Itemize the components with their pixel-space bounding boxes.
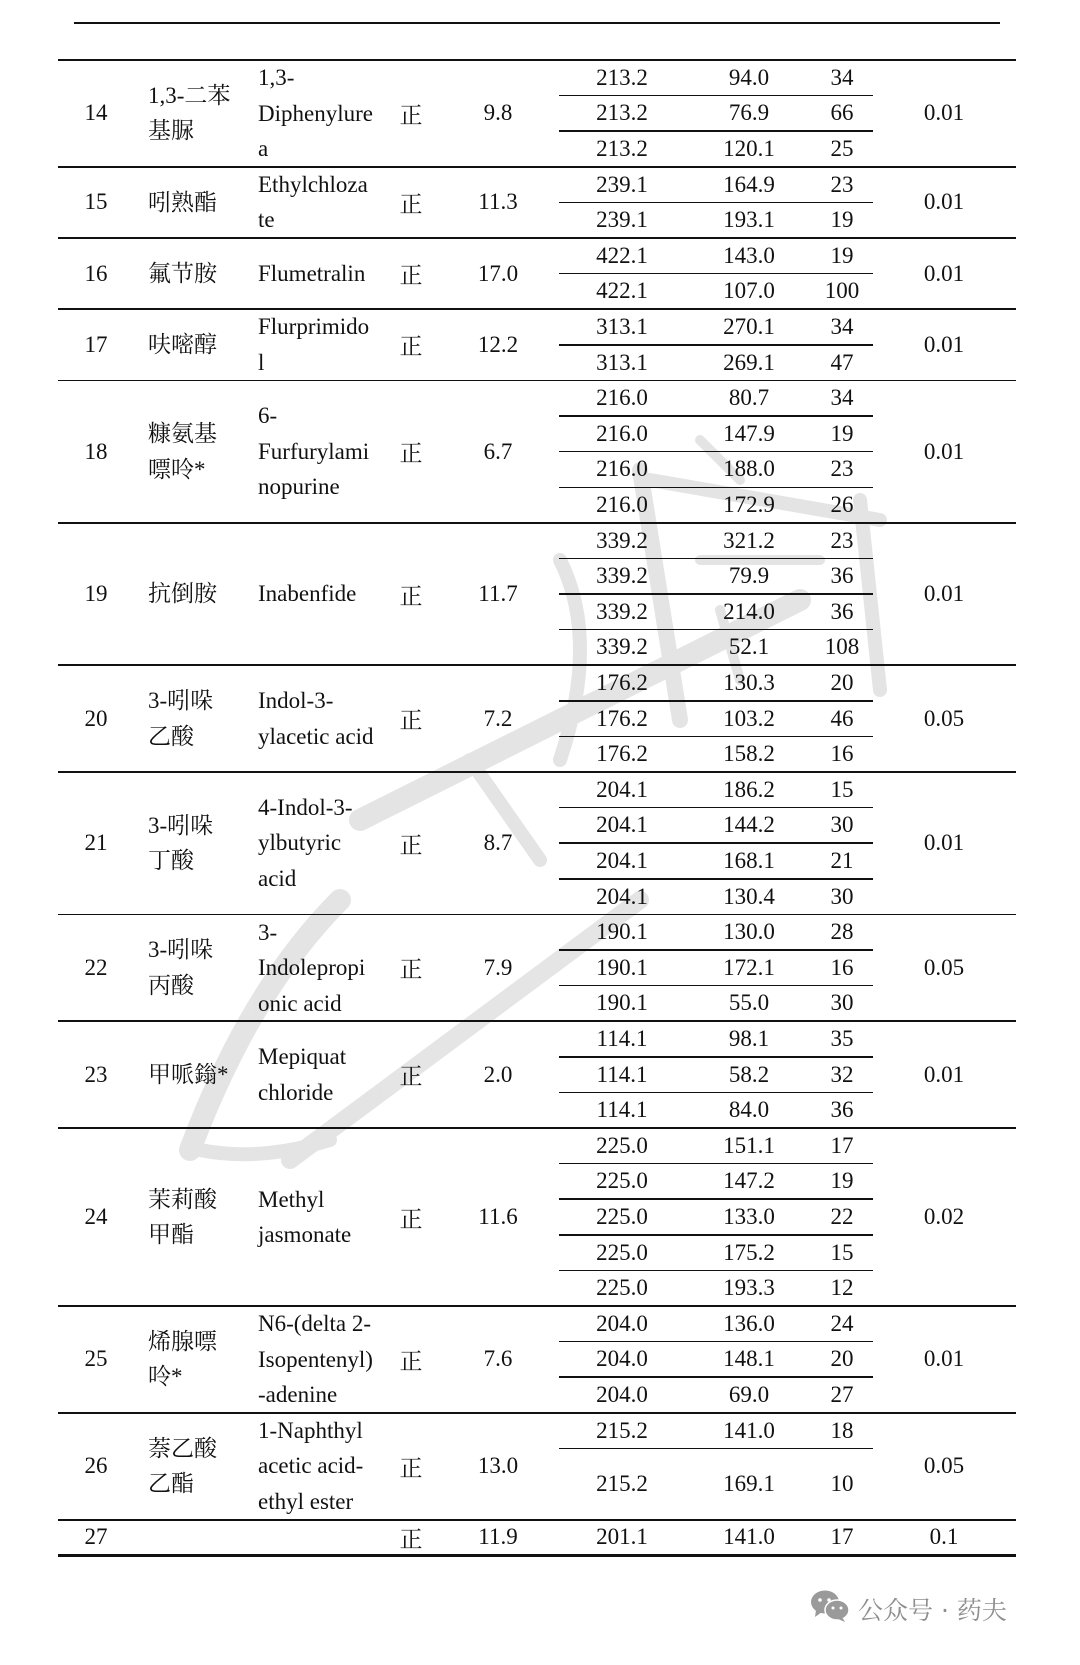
- collision-energy: 20: [830, 670, 854, 696]
- precursor-ion: 215.2: [596, 1417, 648, 1443]
- product-ion: 193.1: [723, 207, 775, 233]
- collision-energy: 23: [830, 456, 854, 482]
- precursor-ion: 313.1: [596, 314, 648, 340]
- english-name-line: acid: [258, 866, 297, 892]
- product-ion: 98.1: [728, 1026, 770, 1052]
- english-name-line: 1,3-: [258, 65, 295, 91]
- loq: 0.05: [923, 954, 965, 980]
- retention-time: 7.2: [483, 705, 513, 731]
- english-name-line: N6-(delta 2-: [258, 1311, 372, 1337]
- product-ion: 214.0: [723, 598, 775, 624]
- english-name-line: Indolepropi: [258, 955, 366, 981]
- english-name-line: acetic acid-: [258, 1453, 364, 1479]
- chinese-name-line: 呋嘧醇: [148, 332, 217, 358]
- row-number: 17: [84, 331, 108, 357]
- retention-time: 7.6: [483, 1346, 513, 1372]
- english-name-line: jasmonate: [258, 1222, 352, 1248]
- precursor-ion: 422.1: [596, 278, 648, 304]
- precursor-ion: 313.1: [596, 349, 648, 375]
- chinese-name-line: 抗倒胺: [148, 581, 217, 607]
- chinese-name-line: 3-吲哚: [148, 812, 214, 838]
- english-name-line: Diphenylure: [258, 100, 373, 126]
- table-row: [0, 1021, 1080, 1128]
- product-ion: 321.2: [723, 527, 775, 553]
- product-ion: 193.3: [723, 1275, 775, 1301]
- chinese-name-line: 甲哌鎓*: [148, 1061, 229, 1087]
- chinese-name-line: 茉莉酸: [148, 1186, 217, 1212]
- row-number: 27: [84, 1524, 108, 1550]
- row-number: 15: [84, 189, 108, 215]
- product-ion: 52.1: [728, 634, 770, 660]
- english-name-line: Isopentenyl): [258, 1346, 373, 1372]
- precursor-ion: 239.1: [596, 171, 648, 197]
- precursor-ion: 201.1: [596, 1524, 648, 1550]
- product-ion: 69.0: [728, 1382, 770, 1408]
- wechat-icon: [810, 1589, 850, 1629]
- chinese-name-line: 萘乙酸: [148, 1435, 217, 1461]
- product-ion: 141.0: [723, 1417, 775, 1443]
- product-ion: 158.2: [723, 741, 775, 767]
- product-ion: 103.2: [723, 705, 775, 731]
- english-name-line: Mepiquat: [258, 1044, 347, 1070]
- retention-time: 6.7: [483, 438, 513, 464]
- precursor-ion: 176.2: [596, 741, 648, 767]
- product-ion: 144.2: [723, 812, 775, 838]
- product-ion: 172.1: [723, 954, 775, 980]
- loq: 0.01: [923, 581, 965, 607]
- product-ion: 130.4: [723, 883, 775, 909]
- product-ion: 84.0: [728, 1097, 770, 1123]
- page-top-rule: [74, 22, 1000, 24]
- collision-energy: 27: [830, 1382, 854, 1408]
- english-name-line: te: [258, 207, 275, 233]
- precursor-ion: 204.0: [596, 1382, 648, 1408]
- collision-energy: 28: [830, 919, 854, 945]
- english-name-line: 3-: [258, 919, 278, 945]
- chinese-name-line: 吲熟酯: [148, 189, 217, 215]
- collision-energy: 17: [830, 1132, 854, 1158]
- ionization-mode: 正: [399, 1455, 423, 1481]
- ionization-mode: 正: [399, 1526, 423, 1552]
- collision-energy: 100: [824, 278, 860, 304]
- collision-energy: 15: [830, 1239, 854, 1265]
- chinese-name-line: 乙酯: [148, 1471, 194, 1497]
- english-name-line: Furfurylami: [258, 438, 370, 464]
- ionization-mode: 正: [399, 1348, 423, 1374]
- ionization-mode: 正: [399, 102, 423, 128]
- table-bottom-border: [58, 1554, 1016, 1557]
- product-ion: 55.0: [728, 990, 770, 1016]
- loq: 0.01: [923, 100, 965, 126]
- product-ion: 141.0: [723, 1524, 775, 1550]
- precursor-ion: 225.0: [596, 1239, 648, 1265]
- retention-time: 9.8: [483, 100, 513, 126]
- ionization-mode: 正: [399, 1064, 423, 1090]
- collision-energy: 35: [830, 1026, 854, 1052]
- english-name-line: ylacetic acid: [258, 723, 374, 749]
- ionization-mode: 正: [399, 191, 423, 217]
- table-row: [0, 523, 1080, 665]
- ionization-mode: 正: [399, 441, 423, 467]
- english-name-line: ylbutyric: [258, 830, 342, 856]
- collision-energy: 30: [830, 990, 854, 1016]
- collision-energy: 15: [830, 776, 854, 802]
- collision-energy: 21: [830, 848, 854, 874]
- loq: 0.01: [923, 260, 965, 286]
- precursor-ion: 216.0: [596, 492, 648, 518]
- precursor-ion: 213.2: [596, 100, 648, 126]
- row-number: 22: [84, 954, 108, 980]
- loq: 0.01: [923, 1346, 965, 1372]
- precursor-ion: 339.2: [596, 563, 648, 589]
- english-name-line: Inabenfide: [258, 581, 357, 607]
- row-number: 14: [84, 100, 108, 126]
- retention-time: 11.6: [478, 1204, 518, 1230]
- retention-time: 11.9: [478, 1524, 518, 1550]
- product-ion: 133.0: [723, 1204, 775, 1230]
- product-ion: 164.9: [723, 171, 775, 197]
- precursor-ion: 339.2: [596, 634, 648, 660]
- precursor-ion: 204.1: [596, 883, 648, 909]
- collision-energy: 16: [830, 741, 854, 767]
- chinese-name-line: 呤*: [148, 1364, 183, 1390]
- retention-time: 11.3: [478, 189, 518, 215]
- chinese-name-line: 烯腺嘌: [148, 1328, 217, 1354]
- table-row: [0, 1520, 1080, 1556]
- product-ion: 76.9: [728, 100, 770, 126]
- collision-energy: 19: [830, 420, 854, 446]
- english-name-line: 4-Indol-3-: [258, 794, 353, 820]
- product-ion: 172.9: [723, 492, 775, 518]
- collision-energy: 46: [830, 705, 854, 731]
- collision-energy: 34: [830, 64, 854, 90]
- collision-energy: 36: [830, 598, 854, 624]
- collision-energy: 25: [830, 136, 854, 162]
- table-row: [0, 1128, 1080, 1306]
- collision-energy: 30: [830, 883, 854, 909]
- table-row: [0, 1306, 1080, 1413]
- product-ion: 151.1: [723, 1132, 775, 1158]
- row-number: 21: [84, 830, 108, 856]
- row-number: 24: [84, 1204, 108, 1230]
- loq: 0.05: [923, 1453, 965, 1479]
- precursor-ion: 225.0: [596, 1204, 648, 1230]
- chinese-name-line: 丁酸: [148, 848, 194, 874]
- chinese-name-line: 3-吲哚: [148, 688, 214, 714]
- precursor-ion: 204.1: [596, 776, 648, 802]
- product-ion: 175.2: [723, 1239, 775, 1265]
- collision-energy: 23: [830, 171, 854, 197]
- chinese-name-line: 丙酸: [148, 972, 194, 998]
- collision-energy: 12: [830, 1275, 854, 1301]
- collision-energy: 34: [830, 314, 854, 340]
- product-ion: 130.0: [723, 919, 775, 945]
- table-row: [0, 309, 1080, 380]
- english-name-line: a: [258, 136, 269, 162]
- product-ion: 94.0: [728, 64, 770, 90]
- collision-energy: 16: [830, 954, 854, 980]
- row-number: 20: [84, 705, 108, 731]
- precursor-ion: 339.2: [596, 527, 648, 553]
- chinese-name-line: 1,3-二苯: [148, 82, 231, 108]
- precursor-ion: 204.0: [596, 1346, 648, 1372]
- precursor-ion: 422.1: [596, 242, 648, 268]
- precursor-ion: 239.1: [596, 207, 648, 233]
- precursor-ion: 190.1: [596, 954, 648, 980]
- ionization-mode: 正: [399, 334, 423, 360]
- precursor-ion: 225.0: [596, 1275, 648, 1301]
- row-number: 23: [84, 1061, 108, 1087]
- row-number: 16: [84, 260, 108, 286]
- product-ion: 79.9: [728, 563, 770, 589]
- english-name-line: l: [258, 349, 265, 375]
- product-ion: 80.7: [728, 385, 770, 411]
- product-ion: 130.3: [723, 670, 775, 696]
- loq: 0.05: [923, 705, 965, 731]
- collision-energy: 26: [830, 492, 854, 518]
- product-ion: 169.1: [723, 1471, 775, 1497]
- collision-energy: 22: [830, 1204, 854, 1230]
- english-name-line: Indol-3-: [258, 688, 334, 714]
- collision-energy: 108: [824, 634, 860, 660]
- footer-watermark: [810, 1590, 1007, 1628]
- table-row: [0, 915, 1080, 1022]
- precursor-ion: 204.0: [596, 1310, 648, 1336]
- collision-energy: 19: [830, 1168, 854, 1194]
- collision-energy: 34: [830, 385, 854, 411]
- retention-time: 2.0: [483, 1061, 513, 1087]
- product-ion: 168.1: [723, 848, 775, 874]
- loq: 0.1: [929, 1524, 959, 1550]
- chinese-name-line: 乙酸: [148, 723, 194, 749]
- loq: 0.01: [923, 189, 965, 215]
- product-ion: 58.2: [728, 1061, 770, 1087]
- table-row: [0, 772, 1080, 914]
- chinese-name-line: 氟节胺: [148, 260, 217, 286]
- row-number: 19: [84, 581, 108, 607]
- loq: 0.01: [923, 438, 965, 464]
- ionization-mode: 正: [399, 957, 423, 983]
- table-row: [0, 167, 1080, 238]
- retention-time: 13.0: [477, 1453, 519, 1479]
- collision-energy: 66: [830, 100, 854, 126]
- ionization-mode: 正: [399, 708, 423, 734]
- collision-energy: 10: [830, 1471, 854, 1497]
- footer-watermark-text: 公众号 · 药夫: [858, 1596, 1007, 1625]
- precursor-ion: 216.0: [596, 420, 648, 446]
- collision-energy: 20: [830, 1346, 854, 1372]
- precursor-ion: 204.1: [596, 812, 648, 838]
- product-ion: 147.9: [723, 420, 775, 446]
- english-name-line: -adenine: [258, 1382, 338, 1408]
- retention-time: 11.7: [478, 581, 518, 607]
- precursor-ion: 213.2: [596, 64, 648, 90]
- loq: 0.02: [923, 1204, 965, 1230]
- retention-time: 7.9: [483, 954, 513, 980]
- product-ion: 147.2: [723, 1168, 775, 1194]
- collision-energy: 18: [830, 1417, 854, 1443]
- chinese-name-line: 基脲: [148, 118, 194, 144]
- table-row: [0, 238, 1080, 309]
- row-number: 26: [84, 1453, 108, 1479]
- english-name-line: ethyl ester: [258, 1489, 354, 1515]
- precursor-ion: 176.2: [596, 705, 648, 731]
- english-name-line: 1-Naphthyl: [258, 1417, 363, 1443]
- product-ion: 186.2: [723, 776, 775, 802]
- english-name-line: Flurprimido: [258, 314, 370, 340]
- precursor-ion: 216.0: [596, 456, 648, 482]
- precursor-ion: 190.1: [596, 919, 648, 945]
- precursor-ion: 225.0: [596, 1168, 648, 1194]
- retention-time: 17.0: [477, 260, 519, 286]
- product-ion: 188.0: [723, 456, 775, 482]
- loq: 0.01: [923, 331, 965, 357]
- ionization-mode: 正: [399, 263, 423, 289]
- table-row: [0, 1413, 1080, 1520]
- table-row: [0, 60, 1080, 167]
- table-row: [0, 665, 1080, 772]
- precursor-ion: 114.1: [596, 1061, 648, 1087]
- collision-energy: 19: [830, 242, 854, 268]
- precursor-ion: 216.0: [596, 385, 648, 411]
- chinese-name-line: 糠氨基: [148, 421, 217, 447]
- product-ion: 136.0: [723, 1310, 775, 1336]
- loq: 0.01: [923, 1061, 965, 1087]
- collision-energy: 19: [830, 207, 854, 233]
- english-name-line: 6-: [258, 403, 278, 429]
- english-name-line: Flumetralin: [258, 260, 366, 286]
- precursor-ion: 114.1: [596, 1026, 648, 1052]
- product-ion: 270.1: [723, 314, 775, 340]
- precursor-ion: 176.2: [596, 670, 648, 696]
- retention-time: 12.2: [477, 331, 519, 357]
- ionization-mode: 正: [399, 583, 423, 609]
- product-ion: 143.0: [723, 242, 775, 268]
- collision-energy: 47: [830, 349, 854, 375]
- retention-time: 8.7: [483, 830, 513, 856]
- chinese-name-line: 3-吲哚: [148, 937, 214, 963]
- precursor-ion: 190.1: [596, 990, 648, 1016]
- product-ion: 148.1: [723, 1346, 775, 1372]
- precursor-ion: 213.2: [596, 136, 648, 162]
- row-number: 25: [84, 1346, 108, 1372]
- precursor-ion: 114.1: [596, 1097, 648, 1123]
- product-ion: 120.1: [723, 136, 775, 162]
- english-name-line: Methyl: [258, 1186, 325, 1212]
- product-ion: 269.1: [723, 349, 775, 375]
- precursor-ion: 215.2: [596, 1471, 648, 1497]
- chinese-name-line: 嘌呤*: [148, 456, 206, 482]
- collision-energy: 30: [830, 812, 854, 838]
- precursor-ion: 204.1: [596, 848, 648, 874]
- collision-energy: 24: [830, 1310, 854, 1336]
- collision-energy: 32: [830, 1061, 854, 1087]
- collision-energy: 17: [830, 1524, 854, 1550]
- precursor-ion: 339.2: [596, 598, 648, 624]
- english-name-line: onic acid: [258, 990, 342, 1016]
- collision-energy: 23: [830, 527, 854, 553]
- table-row: [0, 381, 1080, 523]
- english-name-line: nopurine: [258, 474, 340, 500]
- ionization-mode: 正: [399, 832, 423, 858]
- chinese-name-line: 甲酯: [148, 1222, 194, 1248]
- row-number: 18: [84, 438, 108, 464]
- loq: 0.01: [923, 830, 965, 856]
- ionization-mode: 正: [399, 1206, 423, 1232]
- english-name-line: chloride: [258, 1079, 334, 1105]
- precursor-ion: 225.0: [596, 1132, 648, 1158]
- product-ion: 107.0: [723, 278, 775, 304]
- collision-energy: 36: [830, 1097, 854, 1123]
- english-name-line: Ethylchloza: [258, 171, 368, 197]
- collision-energy: 36: [830, 563, 854, 589]
